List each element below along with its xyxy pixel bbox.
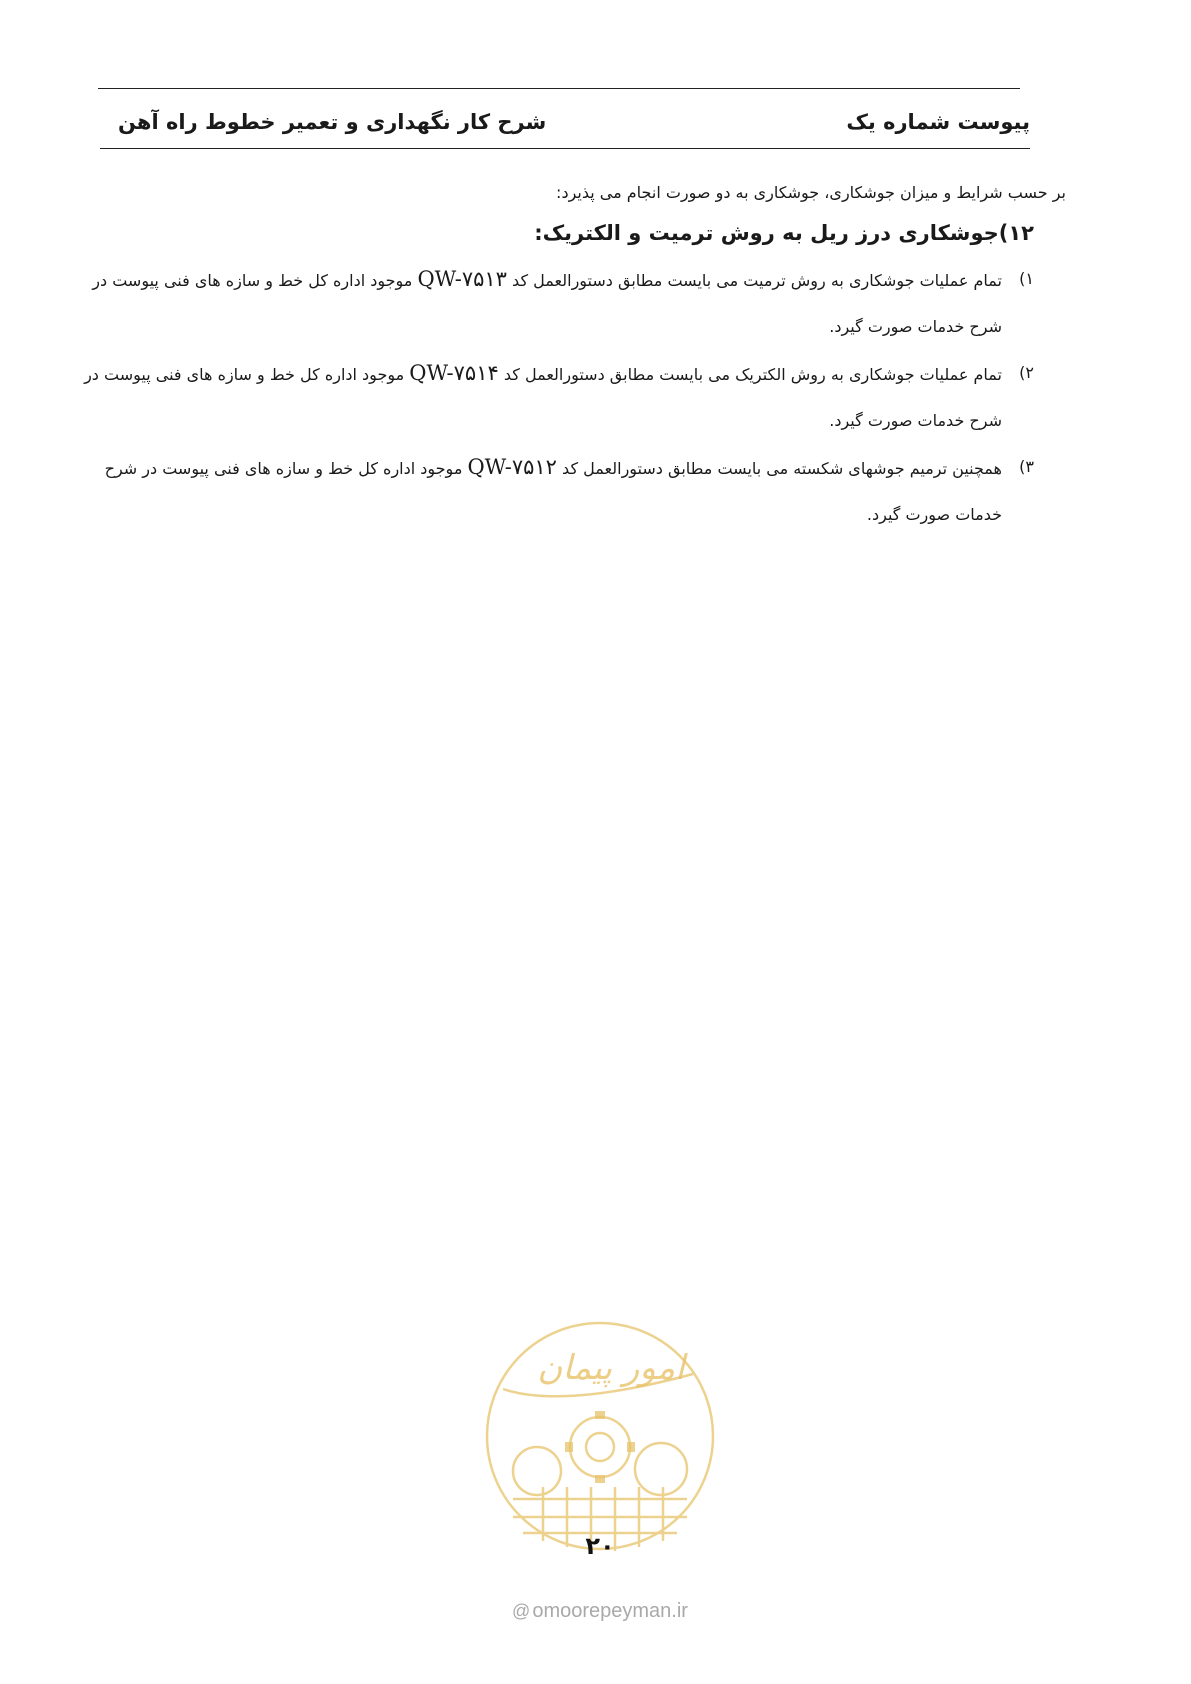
document-title: شرح کار نگهداری و تعمیر خطوط راه آهن [118,110,547,134]
page-number: ۲۰ [585,1532,615,1560]
list-item-number: ۱) [1019,269,1034,288]
list-item-text-after: موجود اداره کل خط و سازه های فنی پیوست در شرح خدمات صورت گیرد. [92,271,1002,336]
watermark-seal [483,1319,717,1553]
list-item-text-after: موجود اداره کل خط و سازه های فنی پیوست در شرح خدمات صورت گیرد. [84,365,1002,430]
page-content [70,176,1066,538]
list-item-text-before: تمام عملیات جوشکاری به روش ترمیت می بایست مطابق دستورالعمل کد [506,271,1002,290]
annex-title: پیوست شماره یک [846,110,1030,134]
instruction-code: QW-۷۵۱۳ [417,267,507,291]
watermark-logo-text: امور پیمان [537,1348,685,1388]
header-top-rule [98,88,1020,89]
list-item-text [84,256,1002,350]
list-item-number: ۳) [1019,457,1034,476]
list-item-text-before: همچنین ترمیم جوشهای شکسته می بایست مطابق دستورالعمل کد [556,459,1002,478]
intro-paragraph: بر حسب شرایط و میزان جوشکاری، جوشکاری به دو صورت انجام می پذیرد: [556,183,1066,202]
watermark-url-text: omoorepeyman.ir [532,1600,688,1622]
at-sign-icon: @ [512,1601,531,1621]
list-item [70,256,1066,350]
list-item [70,444,1066,538]
instruction-code: QW-۷۵۱۴ [409,361,499,385]
list-item-text-after: موجود اداره کل خط و سازه های فنی پیوست در شرح خدمات صورت گیرد. [104,459,1002,524]
list-item-text [84,350,1002,444]
list-item [70,350,1066,444]
list-item-text-before: تمام عملیات جوشکاری به روش الکتریک می بایست مطابق دستورالعمل کد [498,365,1002,384]
section-heading: ۱۲)جوشکاری درز ریل به روش ترمیت و الکتریک: [534,221,1034,245]
page-header [100,104,1030,149]
requirements-list [70,256,1066,538]
instruction-code: QW-۷۵۱۲ [467,455,557,479]
list-item-number: ۲) [1019,363,1034,382]
watermark-url [490,1600,710,1623]
list-item-text [84,444,1002,538]
